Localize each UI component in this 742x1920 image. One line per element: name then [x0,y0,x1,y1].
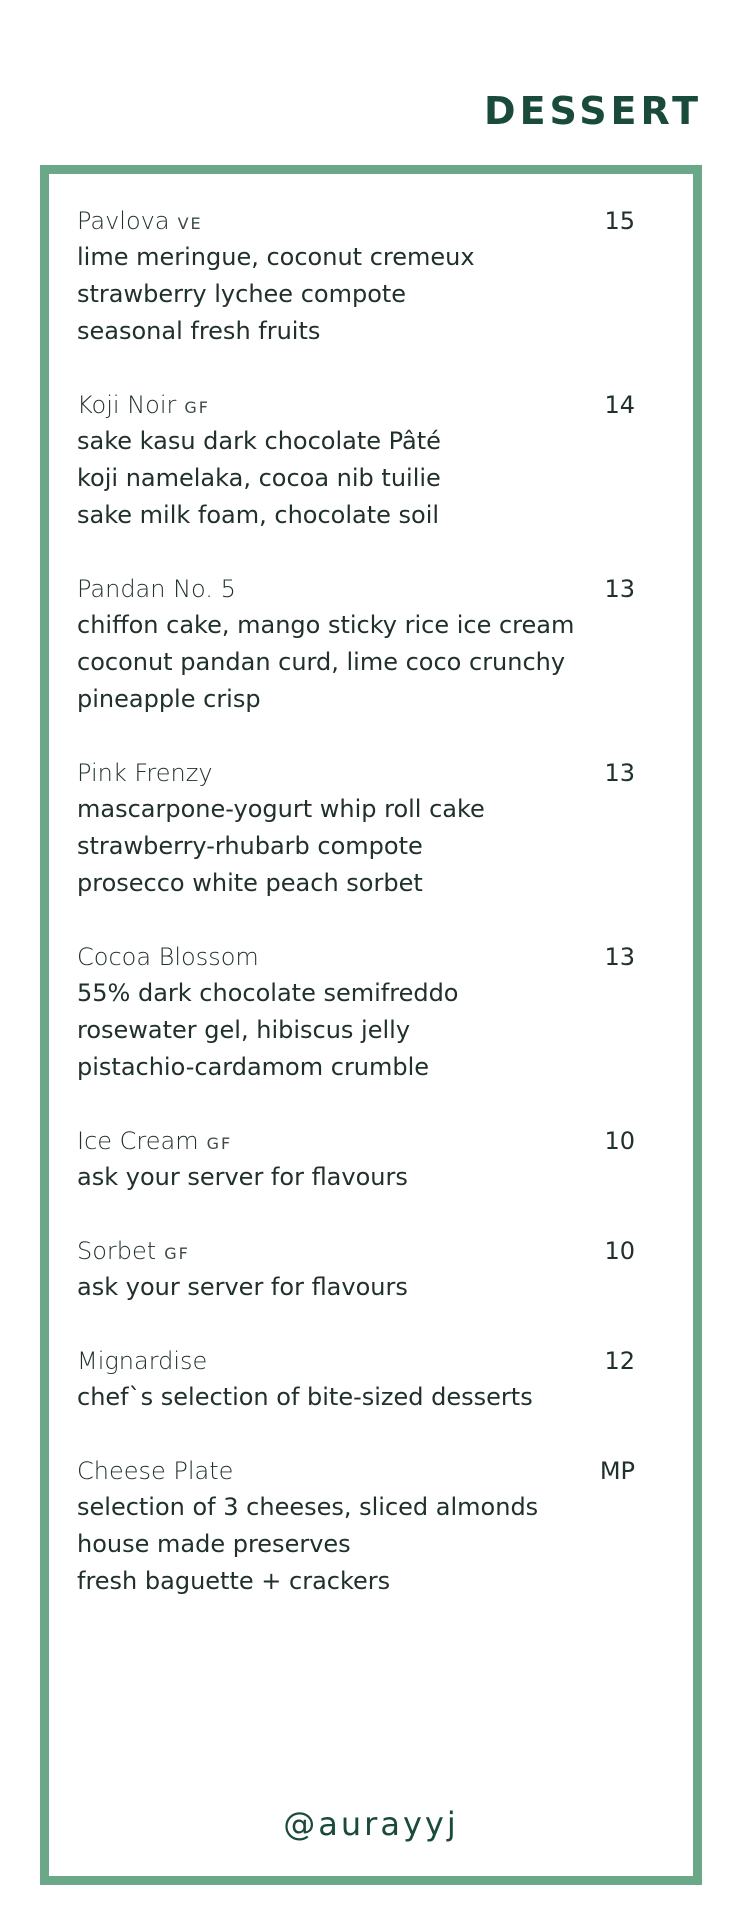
menu-item-description: mascarpone-yogurt whip roll cake [77,795,485,823]
menu-item-description: chiffon cake, mango sticky rice ice cream [77,611,575,639]
menu-item-header [77,1233,635,1269]
menu-item-description: coconut pandan curd, lime coco crunchy [77,648,566,676]
menu-item-name: Sorbet [77,1237,157,1265]
menu-item-name: Mignardise [77,1347,208,1375]
menu-item-header [77,571,635,607]
menu-item-description: koji namelaka, cocoa nib tuilie [77,464,441,492]
menu-item-description: strawberry lychee compote [77,280,407,308]
menu-item-header [77,1453,635,1489]
menu-item [77,939,635,1086]
menu-item-description: ask your server for flavours [77,1273,408,1301]
menu-item-price: 15 [604,207,635,235]
menu-item-name: Pandan No. 5 [77,575,236,603]
menu-item-price: 13 [604,759,635,787]
menu-item-header [77,387,635,423]
menu-item [77,1233,635,1306]
menu-item-price: MP [599,1457,635,1485]
menu-item-name: Koji Noir [77,391,177,419]
menu-item-description: sake kasu dark chocolate Pâté [77,427,441,455]
menu-items-list [77,203,635,1637]
menu-item [77,1123,635,1196]
menu-item-description: strawberry-rhubarb compote [77,832,423,860]
menu-item [77,1343,635,1416]
menu-item-description: ask your server for flavours [77,1163,408,1191]
menu-title: DESSERT [484,89,702,133]
menu-item-description: seasonal fresh fruits [77,317,321,345]
menu-item-name: Cheese Plate [77,1457,234,1485]
menu-item-name: Pink Frenzy [77,759,213,787]
menu-item-description: prosecco white peach sorbet [77,869,423,897]
menu-item-description: pineapple crisp [77,685,261,713]
dietary-tag: GF [184,398,210,417]
dietary-tag: VE [177,214,203,233]
menu-item-name: Cocoa Blossom [77,943,259,971]
menu-item-header [77,1123,635,1159]
menu-item-description: pistachio-cardamom crumble [77,1053,430,1081]
menu-item-price: 10 [604,1237,635,1265]
menu-item-description: house made preserves [77,1530,351,1558]
menu-item-name: Ice Cream [77,1127,199,1155]
menu-item-description: selection of 3 cheeses, sliced almonds [77,1493,539,1521]
menu-item-description: chef`s selection of bite-sized desserts [77,1383,533,1411]
menu-item-header [77,755,635,791]
menu-item-price: 14 [604,391,635,419]
menu-item-description: sake milk foam, chocolate soil [77,501,440,529]
menu-item-header [77,939,635,975]
menu-item-price: 13 [604,575,635,603]
dietary-tag: GF [206,1134,233,1153]
dietary-tag: GF [164,1244,190,1263]
menu-item-price: 12 [604,1347,635,1375]
menu-item [77,203,635,350]
menu-item [77,1453,635,1600]
menu-item-name: Pavlova [77,207,170,235]
menu-item [77,755,635,902]
menu-item-description: rosewater gel, hibiscus jelly [77,1016,411,1044]
menu-item [77,571,635,718]
menu-item-header [77,1343,635,1379]
menu-item-description: fresh baguette + crackers [77,1567,391,1595]
menu-item-price: 13 [604,943,635,971]
menu-item-price: 10 [604,1127,635,1155]
menu-item [77,387,635,534]
menu-item-description: 55% dark chocolate semifreddo [77,979,459,1007]
social-handle: @aurayyj [283,1805,459,1843]
menu-item-header [77,203,635,239]
menu-item-description: lime meringue, coconut cremeux [77,243,475,271]
